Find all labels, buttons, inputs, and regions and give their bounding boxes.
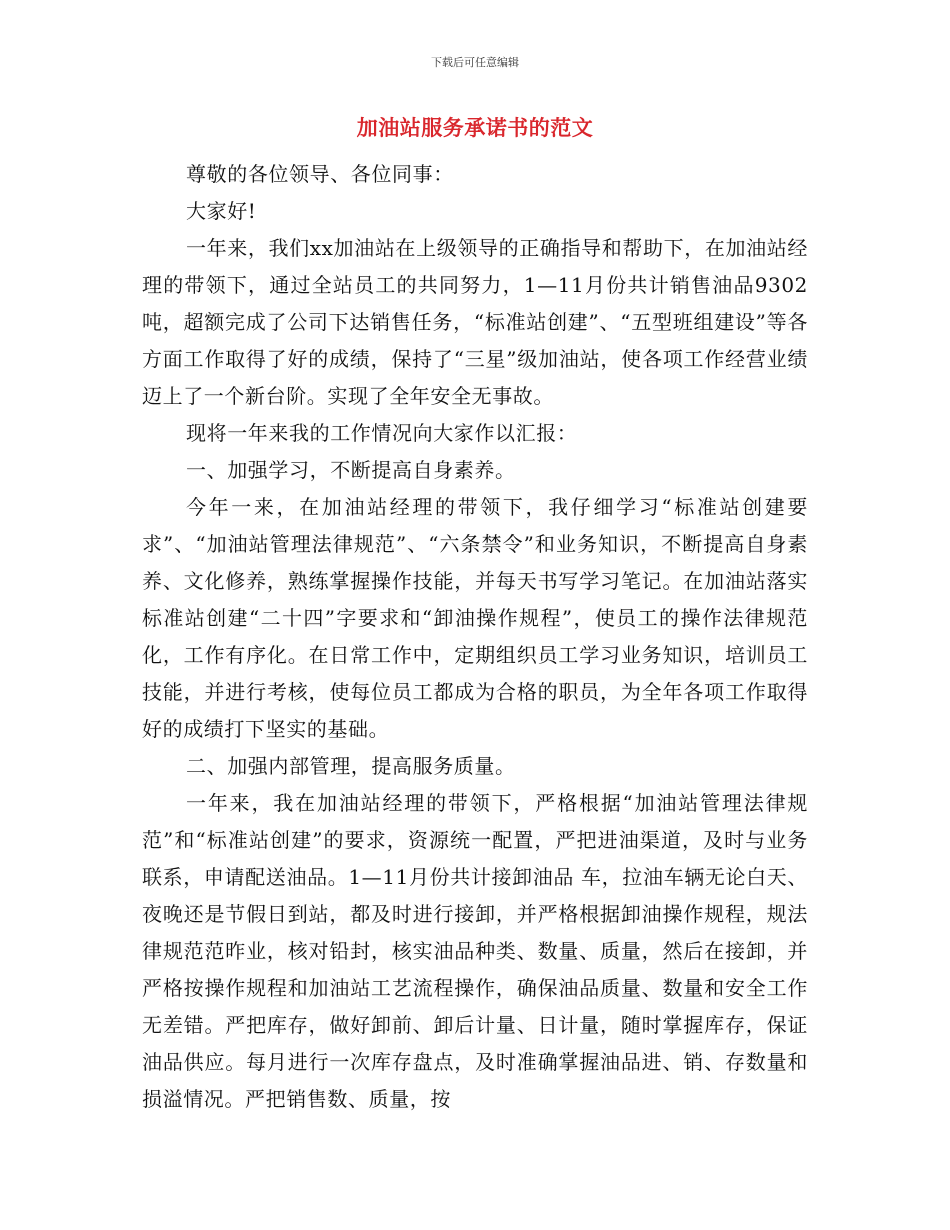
salutation: 尊敬的各位领导、各位同事：	[186, 162, 454, 186]
section-heading-1: 一、加强学习，不断提高自身素养。	[186, 458, 516, 482]
paragraph-section-2: 一年来，我在加油站经理的带领下，严格根据“加油站管理法律规范”和“标准站创建”的要求，资源统一配置，严把进油渠道，及时与业务联系，申请配送油品。1—11月份共计接卸油品 车，拉油车辆无论白天、夜晚还是节假日到站，都及时进行接卸，并严格根据卸油操作规程，规法律规范范昨业，核对铅封，核实油品种类、数量、质量，然后在接卸，并严格按操作规程和加油站工艺流程操作，确保油品质量、数量和安全工作无差错。严把库存，做好卸前、卸后计量、日计量，随时掌握库存，保证油品供应。每月进行一次库存盘点，及时准确掌握油品进、销、存数量和损溢情况。严把销售数、质量，按	[142, 791, 808, 1111]
paragraph-intro: 一年来，我们xx加油站在上级领导的正确指导和帮助下，在加油站经理的带领下，通过全站员工的共同努力，1—11月份共计销售油品9302 吨，超额完成了公司下达销售任务，“标准站创建”、“五型班组建设”等各方面工作取得了好的成绩，保持了“三星”级加油站，使各项工作经营业绩迈上了一个新台阶。实现了全年安全无事故。	[142, 236, 808, 408]
header-note: 下载后可任意编辑	[431, 56, 519, 69]
paragraph-report-lead: 现将一年来我的工作情况向大家作以汇报：	[186, 421, 578, 445]
greeting: 大家好!	[186, 199, 257, 223]
document-body	[142, 156, 808, 1118]
paragraph-section-1: 今年一来，在加油站经理的带领下，我仔细学习“标准站创建要求”、“加油站管理法律规范”、“六条禁令”和业务知识，不断提高自身素养、文化修养，熟练掌握操作技能，并每天书写学习笔记。在加油站落实标准站创建“二十四”字要求和“卸油操作规程”，使员工的操作法律规范化，工作有序化。在日常工作中，定期组织员工学习业务知识，培训员工技能，并进行考核，使每位员工都成为合格的职员，为全年各项工作取得好的成绩打下坚实的基础。	[142, 495, 808, 741]
document-title: 加油站服务承诺书的范文	[356, 116, 594, 140]
section-heading-2: 二、加强内部管理，提高服务质量。	[186, 754, 516, 778]
